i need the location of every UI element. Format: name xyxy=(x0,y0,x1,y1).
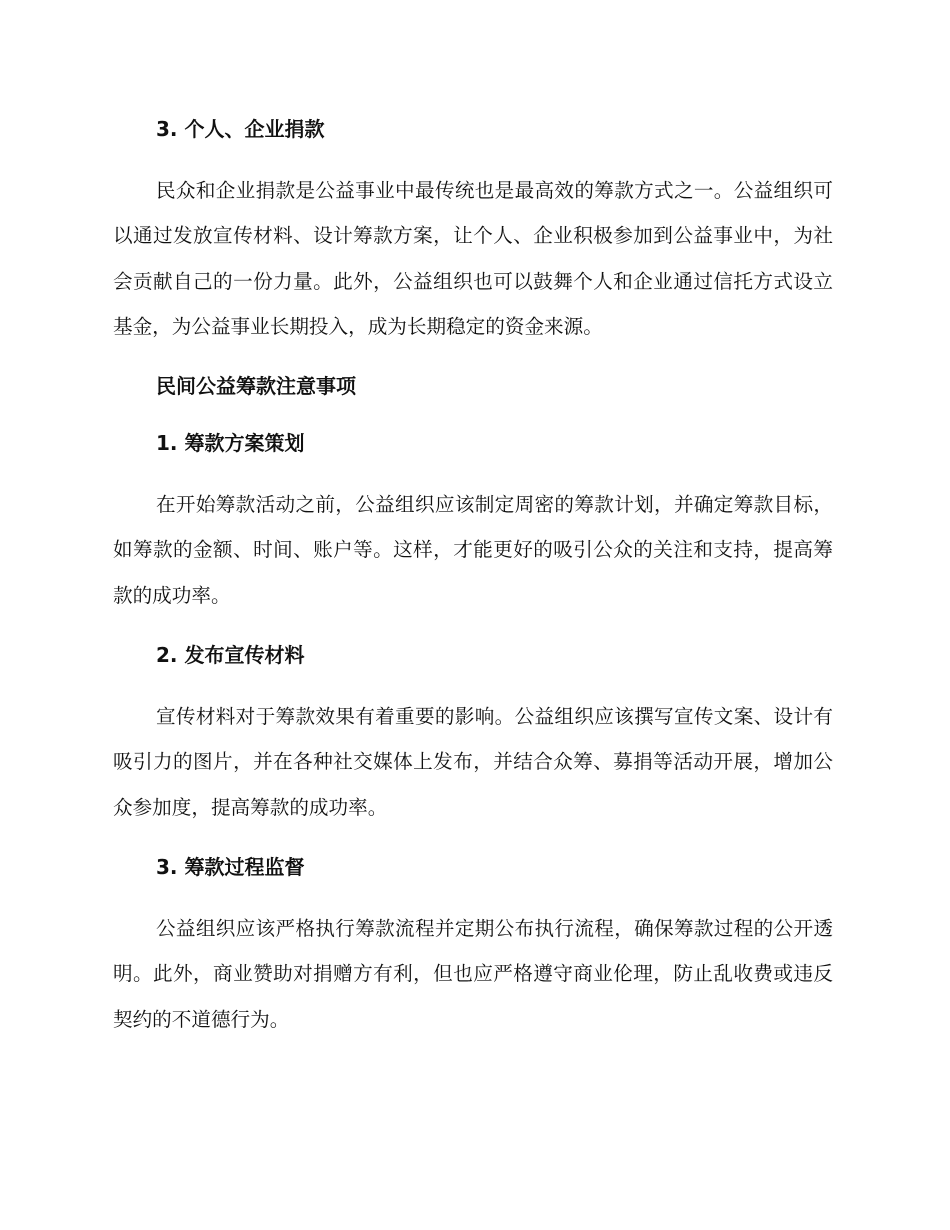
section-paragraph-plan-design: 在开始筹款活动之前，公益组织应该制定周密的筹款计划，并确定筹款目标，如筹款的金额、时间、账户等。这样，才能更好的吸引公众的关注和支持，提高筹款的成功率。 xyxy=(113,493,833,607)
section-paragraph-individual-corporate-donations: 民众和企业捐款是公益事业中最传统也是最高效的筹款方式之一。公益组织可以通过发放宣传材料、设计筹款方案，让个人、企业积极参加到公益事业中，为社会贡献自己的一份力量。此外，公益组织也可以鼓舞个人和企业通过信托方式设立基金，为公益事业长期投入，成为长期稳定的资金来源。 xyxy=(113,179,833,338)
section-heading-plan-design: 1. 筹款方案策划 xyxy=(156,431,305,456)
section-heading-fundraising-notes: 民间公益筹款注意事项 xyxy=(156,374,356,399)
section-heading-process-supervision: 3. 筹款过程监督 xyxy=(156,854,305,879)
section-heading-individual-corporate-donations: 3. 个人、企业捐款 xyxy=(156,117,325,141)
section-paragraph-publicity-materials: 宣传材料对于筹款效果有着重要的影响。公益组织应该撰写宣传文案、设计有吸引力的图片，并在各种社交媒体上发布，并结合众筹、募捐等活动开展，增加公众参加度，提高筹款的成功率。 xyxy=(113,705,833,819)
document-body xyxy=(113,112,833,1042)
section-paragraph-process-supervision: 公益组织应该严格执行筹款流程并定期公布执行流程，确保筹款过程的公开透明。此外，商业赞助对捐赠方有利，但也应严格遵守商业伦理，防止乱收费或违反契约的不道德行为。 xyxy=(113,916,833,1031)
section-heading-publicity-materials: 2. 发布宣传材料 xyxy=(156,643,305,668)
